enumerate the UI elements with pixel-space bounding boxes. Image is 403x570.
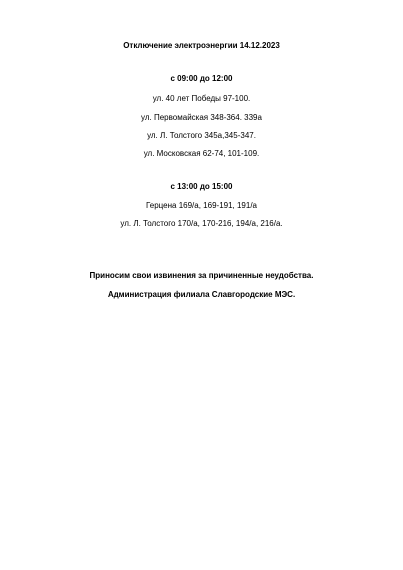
section-2-address-1: Герцена 169/а, 169-191, 191/а — [145, 201, 257, 210]
section-1-time: с 09:00 до 12:00 — [170, 74, 233, 83]
section-1-address-2: ул. Первомайская 348-364. 339а — [141, 113, 262, 122]
section-1-address-1: ул. 40 лет Победы 97-100. — [152, 94, 251, 103]
apology-text: Приносим свои извинения за причиненные неудобства. — [89, 271, 314, 280]
signature-text: Администрация филиала Славгородские МЭС. — [107, 290, 296, 299]
section-1-address-4: ул. Московская 62-74, 101-109. — [143, 149, 260, 158]
section-1-address-3: ул. Л. Толстого 345а,345-347. — [147, 131, 256, 140]
document-title: Отключение электроэнергии 14.12.2023 — [123, 41, 280, 50]
section-2-time: с 13:00 до 15:00 — [170, 182, 233, 191]
section-2-address-2: ул. Л. Толстого 170/а, 170-216, 194/а, 216/а. — [120, 219, 283, 228]
